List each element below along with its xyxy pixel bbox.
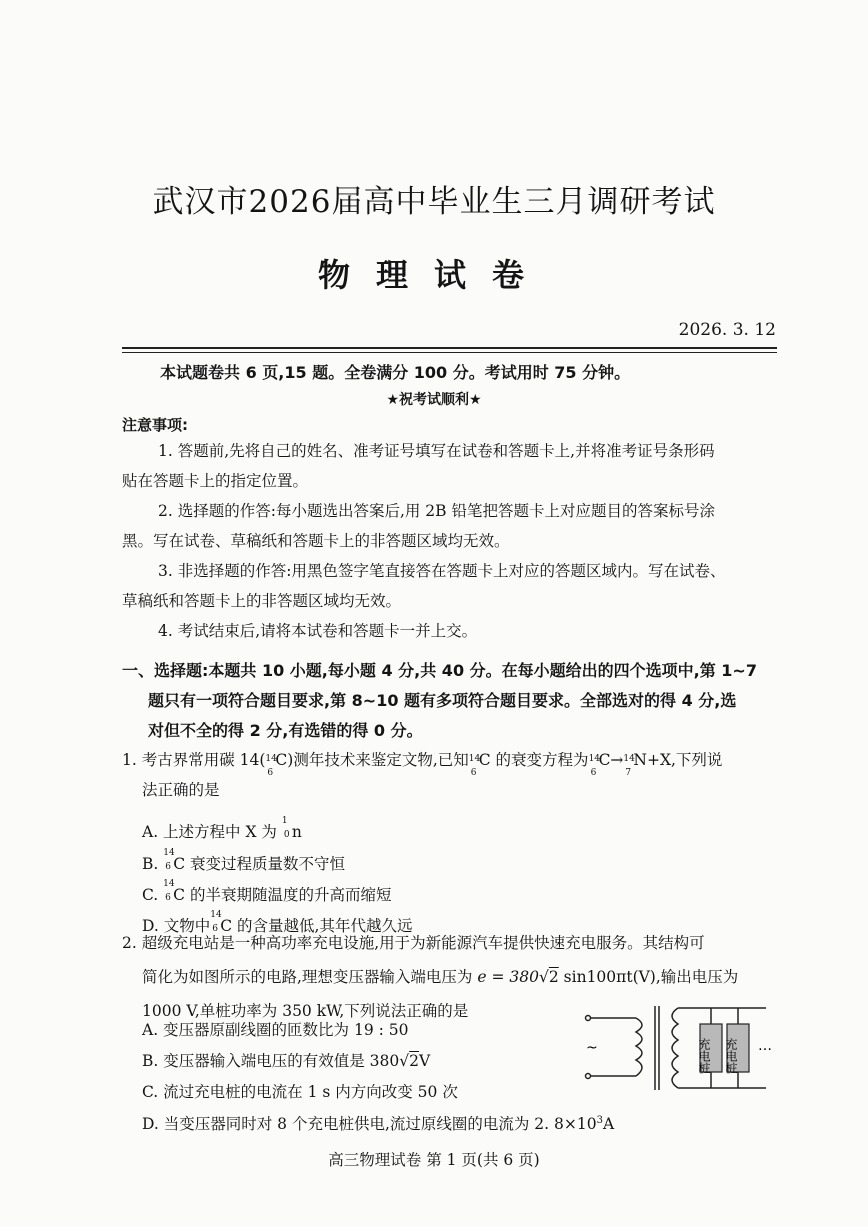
isotope-c14: 14 6 [163,847,175,872]
notice-item: 黑。写在试卷、草稿纸和答题卡上的非答题区域均无效。 [122,532,510,550]
section-1-line: 对但不全的得 2 分,有选错的得 0 分。 [148,721,423,740]
q2-text: 1000 V,单桩功率为 350 kW,下列说法正确的是 [142,1002,469,1020]
q1-option-b: B. 14 6 C 衰变过程质量数不守恒 [142,847,346,873]
exam-date: 2026. 3. 12 [678,320,776,340]
notice-item: 1. 答题前,先将自己的姓名、准考证号填写在试卷和答题卡上,并将准考证号条形码 [158,442,715,460]
ac-source-symbol: ~ [586,1040,598,1056]
charging-pile-label: 充电桩 [697,1038,711,1074]
q1-text: 1. 考古界常用碳 14( [122,751,266,769]
q2-text: 简化为如图所示的电路,理想变压器输入端电压为 e = 380√2 sin100πt(V),输出电压为 [142,968,739,986]
q1-text: C→ [598,751,624,769]
q1-text: C 的衰变方程为 [478,751,589,769]
input-terminal-top [586,1016,591,1021]
notice-heading: 注意事项: [122,416,188,434]
notice-item: 贴在答题卡上的指定位置。 [122,472,309,490]
header-rule-thin [122,352,777,353]
section-1-instructions [122,656,782,746]
question-1-stem [122,745,782,778]
q2-option-c: C. 流过充电桩的电流在 1 s 内方向改变 50 次 [142,1083,458,1101]
notice-list [122,436,777,646]
charging-pile-label: 充电桩 [724,1038,738,1074]
q1-text: N+X,下列说 [633,751,723,769]
isotope-c14: 14 6 [468,753,481,778]
notice-item: 3. 非选择题的作答:用黑色签字笔直接答在答题卡上对应的答题区域内。写在试卷、 [158,562,726,580]
q1-option-a: A. 上述方程中 X 为 1 0 n [142,815,302,841]
isotope-n14: 14 7 [623,753,635,778]
section-1-line: 题只有一项符合题目要求,第 8~10 题有多项符合题目要求。全部选对的得 4 分,选 [148,691,737,710]
exam-title: 武汉市2026届高中毕业生三月调研考试 [152,184,716,220]
isotope-neutron: 1 0 [281,815,290,840]
notice-item: 2. 选择题的作答:每小题选出答案后,用 2B 铅笔把答题卡上对应题目的答案标号涂 [158,502,715,520]
question-1 [122,745,782,805]
primary-coil [636,1018,642,1076]
exam-wish: ★祝考试顺利★ [386,392,482,408]
more-piles-ellipsis: … [758,1038,772,1054]
q2-option-a: A. 变压器原副线圈的匝数比为 19 : 50 [142,1021,409,1039]
q2-option-b: B. 变压器输入端电压的有效值是 380√2V [142,1052,431,1070]
isotope-c14: 14 6 [163,878,175,903]
isotope-c14: 14 6 [210,909,222,934]
exam-info: 本试题卷共 6 页,15 题。全卷满分 100 分。考试用时 75 分钟。 [160,363,631,382]
header-rule-thick [122,347,777,349]
notice-item: 4. 考试结束后,请将本试卷和答题卡一并上交。 [158,622,478,640]
q1-text: 法正确的是 [142,781,220,799]
q1-option-d: D. 文物中 14 6 C 的含量越低,其年代越久远 [142,909,413,935]
notice-item: 草稿纸和答题卡上的非答题区域均无效。 [122,592,402,610]
isotope-c14: 14 6 [588,753,601,778]
input-terminal-bottom [586,1074,591,1079]
transformer-circuit-diagram [578,998,778,1098]
section-1-line: 一、选择题:本题共 10 小题,每小题 4 分,共 40 分。在每小题给出的四个选项中,第 1~7 [122,661,757,680]
q2-text: 2. 超级充电站是一种高功率充电设施,用于为新能源汽车提供快速充电服务。其结构可 [122,934,705,952]
secondary-coil [672,1008,678,1088]
q1-text: C)测年技术来鉴定文物,已知 [275,751,469,769]
isotope-c14: 14 6 [265,753,277,778]
q2-option-d: D. 当变压器同时对 8 个充电桩供电,流过原线圈的电流为 2. $8\times 10^3A$ [142,1114,615,1133]
q1-option-c: C. 14 6 C 的半衰期随温度的升高而缩短 [142,878,392,904]
page-footer: 高三物理试卷 第 1 页(共 6 页) [328,1151,540,1169]
exam-subject-title: 物理试卷 [317,256,550,294]
